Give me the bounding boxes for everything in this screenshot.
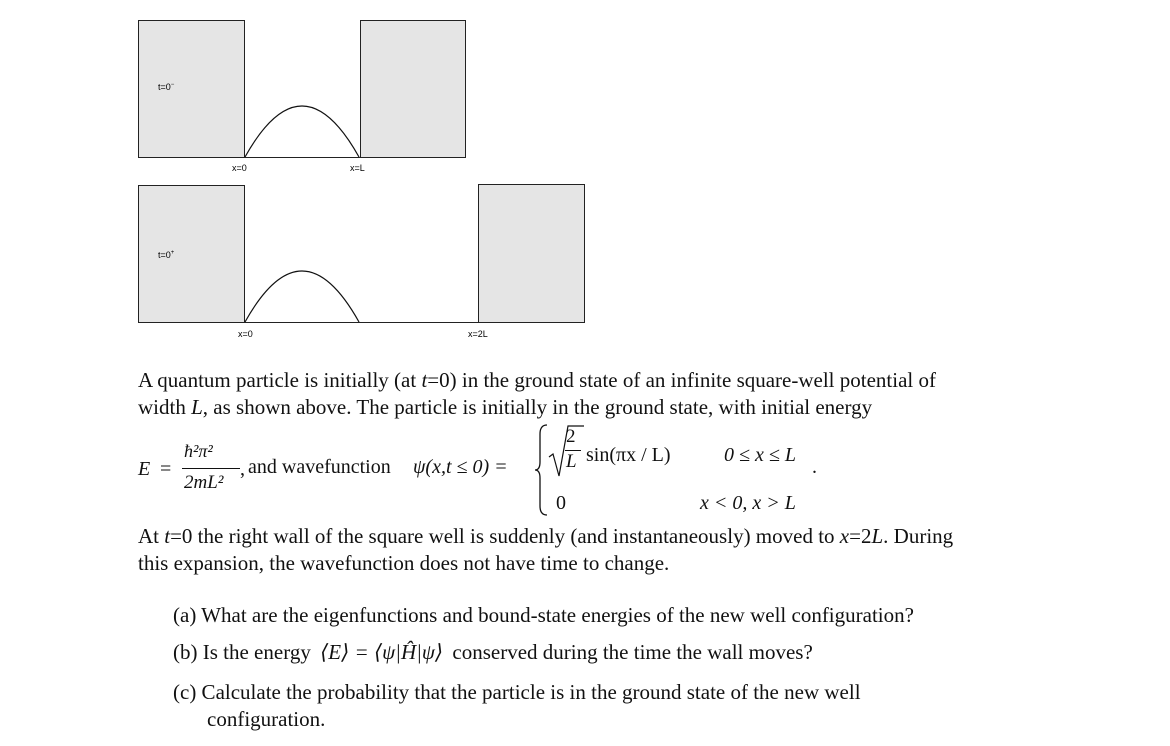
equation-period: .	[812, 456, 817, 478]
panel-before-expansion	[139, 21, 466, 174]
right-wall-2	[479, 185, 585, 323]
intro-text: =0) in the ground state of an infinite square-well potential of	[427, 368, 936, 392]
fraction-bar	[182, 468, 240, 469]
question-b-text: conserved during the time the wall moves?	[452, 640, 813, 664]
sqrt-denominator: L	[566, 451, 577, 472]
expansion-text: =2	[849, 524, 872, 548]
x0-label-2: x=0	[238, 329, 253, 339]
sqrt-numerator: 2	[566, 426, 576, 447]
var-t: t	[421, 368, 428, 392]
question-c-line-2: configuration.	[207, 707, 326, 731]
panel-after-expansion	[139, 185, 585, 340]
time-label-1: t=0−	[158, 82, 175, 92]
expansion-line-1	[138, 523, 953, 550]
x2L-label-2: x=2L	[468, 329, 488, 339]
comma: ,	[240, 458, 245, 480]
var-L: L	[191, 395, 203, 419]
intro-line-1	[138, 367, 936, 394]
left-wall-1	[139, 21, 245, 158]
question-b-text: (b) Is the energy	[173, 640, 311, 664]
intro-line-2	[138, 394, 872, 421]
and-wavefunction-text: and wavefunction	[248, 456, 391, 478]
expansion-text: . During	[883, 524, 954, 548]
square-well-figure	[0, 0, 1170, 350]
var-t: t	[164, 524, 171, 548]
question-b	[173, 639, 813, 666]
intro-text: A quantum particle is initially (at	[138, 368, 422, 392]
case2-condition: x < 0, x > L	[700, 492, 796, 514]
expansion-text: =0 the right wall of the square well is suddenly (and instantaneously) moved to	[170, 524, 840, 548]
question-c-line-1: (c) Calculate the probability that the particle is in the ground state of the new well	[173, 680, 861, 704]
question-a: (a) What are the eigenfunctions and bound-state energies of the new well configuration?	[173, 603, 914, 627]
energy-denominator: 2mL²	[184, 472, 224, 493]
xL-label-1: x=L	[350, 163, 365, 173]
var-L: L	[871, 524, 884, 548]
right-wall-1	[361, 21, 466, 158]
case2-expression: 0	[556, 492, 566, 514]
energy-expectation: ⟨E⟩ = ⟨ψ|Ĥ|ψ⟩	[320, 640, 444, 664]
var-x: x	[839, 524, 850, 548]
initial-wavefunction-2	[245, 271, 359, 322]
left-wall-2	[139, 186, 245, 323]
x0-label-1: x=0	[232, 163, 247, 173]
ground-state-wavefunction-1	[245, 106, 359, 157]
case1-condition: 0 ≤ x ≤ L	[724, 444, 796, 466]
expansion-line-2: this expansion, the wavefunction does not have time to change.	[138, 551, 670, 575]
energy-numerator: ħ²π²	[184, 441, 213, 461]
intro-text: width	[138, 395, 192, 419]
equals-sign: =	[160, 458, 172, 480]
psi-lhs: ψ(x,t ≤ 0) =	[413, 456, 508, 478]
time-label-2: t=0+	[158, 250, 175, 260]
intro-text: , as shown above. The particle is initially in the ground state, with initial energy	[202, 395, 873, 419]
case1-expression: sin(πx / L)	[586, 444, 671, 466]
energy-symbol: E	[138, 458, 151, 480]
expansion-text: At	[138, 524, 165, 548]
